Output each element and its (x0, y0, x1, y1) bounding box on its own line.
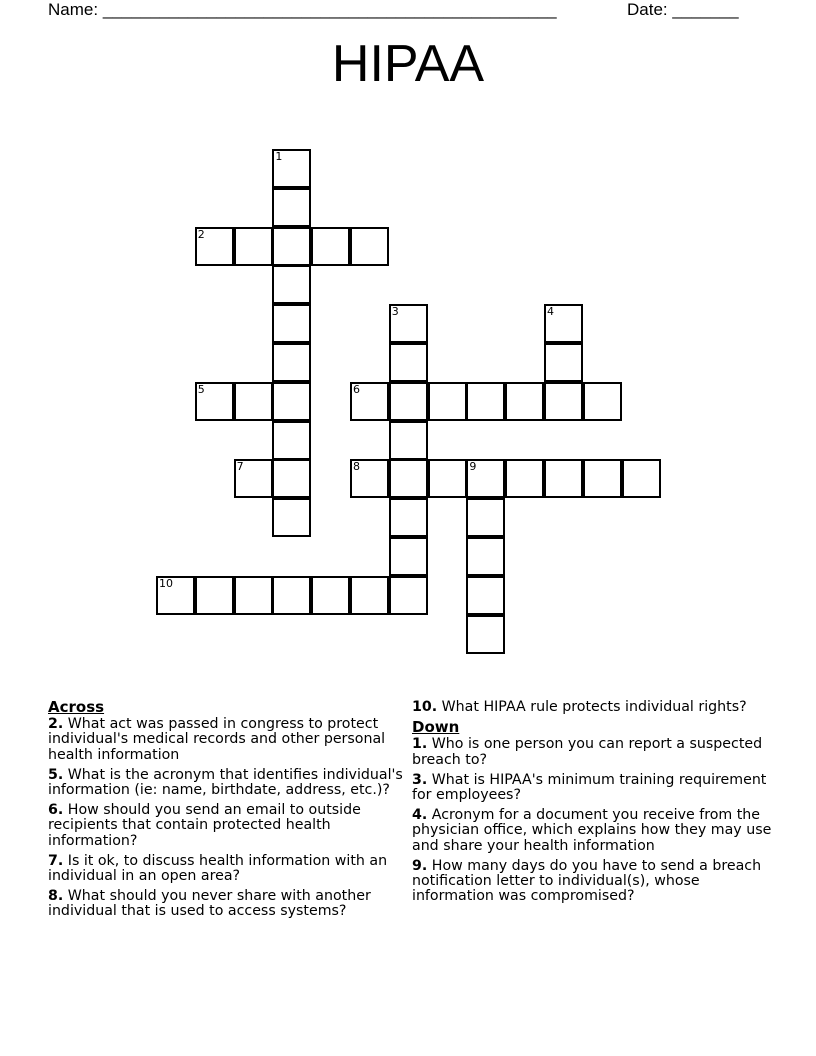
crossword-cell[interactable] (466, 576, 505, 615)
crossword-cell[interactable] (272, 421, 311, 460)
clue-text: Acronym for a document you receive from the physician office, which explains how they may use and share your health information (412, 807, 772, 854)
crossword-cell[interactable] (389, 576, 428, 615)
crossword-cell[interactable] (272, 227, 311, 266)
crossword-cell[interactable] (272, 576, 311, 615)
clue-number-label: 9 (469, 460, 477, 474)
clue-text: Who is one person you can report a suspected breach to? (412, 736, 763, 768)
clue-down-9 (412, 859, 772, 905)
crossword-cell[interactable] (428, 382, 467, 421)
clue-number-label: 2 (197, 227, 205, 241)
crossword-cell[interactable] (389, 343, 428, 382)
clue-number-label: 8 (353, 460, 360, 474)
name-label: Name: (48, 0, 99, 19)
clue-number: 7. (48, 852, 64, 869)
clue-down-3 (412, 773, 772, 803)
clue-text: How many days do you have to send a breach notification letter to individual(s), whose information was compromised? (412, 857, 762, 905)
down-heading: Down (412, 718, 460, 737)
crossword-cell[interactable] (234, 459, 273, 498)
clue-number-label: 1 (275, 150, 283, 163)
crossword-cell[interactable] (195, 227, 234, 266)
clue-number: 6. (48, 802, 64, 819)
crossword-cell[interactable] (544, 459, 583, 498)
crossword-cell[interactable] (272, 382, 311, 421)
date-label: Date: (627, 0, 668, 19)
crossword-cell[interactable] (389, 421, 428, 460)
crossword-cell[interactable] (466, 382, 505, 421)
crossword-cell[interactable] (350, 576, 389, 615)
crossword-cell[interactable] (195, 382, 234, 421)
crossword-cell[interactable] (272, 343, 311, 382)
crossword-cell[interactable] (544, 343, 583, 382)
crossword-cell[interactable] (428, 459, 467, 498)
crossword-cell[interactable] (466, 498, 505, 537)
crossword-cell[interactable] (350, 227, 389, 266)
crossword-cell[interactable] (234, 576, 273, 615)
clue-number-label: 6 (353, 382, 360, 396)
clue-number: 4. (412, 807, 428, 824)
date-blank[interactable]: _______ (672, 0, 739, 19)
crossword-cell[interactable] (389, 498, 428, 537)
crossword-cell[interactable] (389, 382, 428, 421)
clue-number-label: 5 (197, 382, 205, 396)
crossword-cell[interactable] (622, 459, 661, 498)
crossword-cell[interactable] (350, 459, 389, 498)
clue-across-8 (48, 889, 406, 919)
clue-down-4 (412, 808, 772, 854)
clue-down-1 (412, 737, 772, 767)
crossword-cell[interactable] (466, 615, 505, 654)
clue-number-label: 3 (391, 305, 399, 319)
clues-right-column (412, 700, 772, 909)
clue-across-7 (48, 854, 406, 884)
crossword-cell[interactable] (389, 459, 428, 498)
clue-number: 9. (412, 857, 428, 874)
clue-number: 10. (412, 699, 438, 715)
crossword-cell[interactable] (583, 382, 622, 421)
crossword-cell[interactable] (272, 188, 311, 227)
clue-across-5 (48, 768, 406, 798)
crossword-cell[interactable] (544, 382, 583, 421)
crossword-cell[interactable] (350, 382, 389, 421)
crossword-cell[interactable] (272, 304, 311, 343)
crossword-cell[interactable] (195, 576, 234, 615)
clue-text: What is HIPAA's minimum training requirement for employees? (412, 771, 767, 804)
clue-across-2 (48, 717, 406, 763)
crossword-cell[interactable] (505, 459, 544, 498)
crossword-cell[interactable] (311, 227, 350, 266)
page-title: HIPAA (331, 35, 485, 93)
clue-across-10 (412, 700, 772, 715)
clue-number: 8. (48, 888, 64, 905)
clue-number: 5. (48, 766, 64, 783)
clue-text: What HIPAA rule protects individual rights? (441, 699, 747, 715)
crossword-cell[interactable] (389, 537, 428, 576)
clue-across-6 (48, 803, 406, 849)
clues-left-column (48, 700, 406, 925)
crossword-cell[interactable] (466, 459, 505, 498)
clue-text: Is it ok, to discuss health information with an individual in an open area? (48, 852, 388, 885)
clue-number: 2. (48, 716, 64, 733)
clue-text: What is the acronym that identifies individual's information (ie: name, birthdate, address, etc.)? (48, 766, 403, 799)
clue-number: 1. (412, 736, 428, 753)
clue-number-label: 4 (547, 305, 554, 319)
crossword-cell[interactable] (389, 304, 428, 343)
clue-text: How should you send an email to outside recipients that contain protected health information? (48, 802, 361, 849)
crossword-cell[interactable] (466, 537, 505, 576)
crossword-cell[interactable] (583, 459, 622, 498)
crossword-cell[interactable] (234, 227, 273, 266)
crossword-cell[interactable] (272, 265, 311, 304)
crossword-cell[interactable] (311, 576, 350, 615)
across-heading: Across (48, 698, 105, 716)
crossword-cell[interactable] (272, 498, 311, 537)
clue-text: What should you never share with another individual that is used to access systems? (48, 888, 371, 920)
clue-number-label: 7 (236, 460, 244, 474)
clue-number: 3. (412, 771, 428, 788)
crossword-cell[interactable] (544, 304, 583, 343)
crossword-cell[interactable] (272, 149, 311, 188)
name-blank[interactable]: ________________________________________________ (102, 0, 557, 19)
crossword-cell[interactable] (156, 576, 195, 615)
crossword-cell[interactable] (505, 382, 544, 421)
crossword-cell[interactable] (234, 382, 273, 421)
clue-text: What act was passed in congress to protect individual's medical records and other personal health information (48, 716, 386, 763)
clue-number-label: 10 (159, 576, 173, 590)
crossword-cell[interactable] (272, 459, 311, 498)
